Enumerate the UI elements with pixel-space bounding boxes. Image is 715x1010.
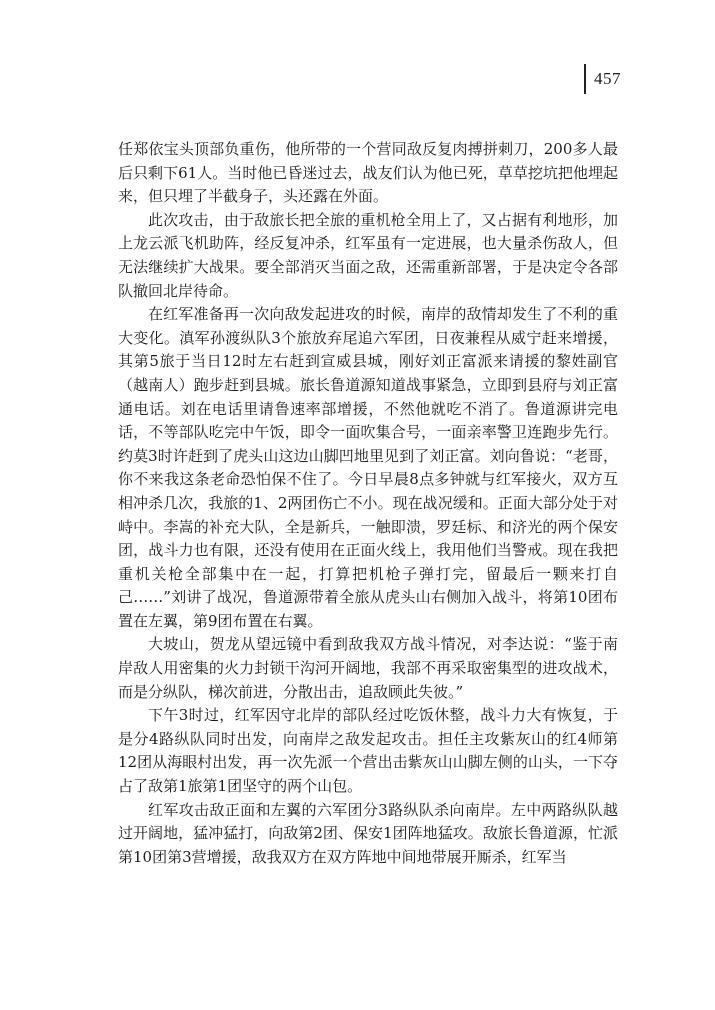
paragraph-6: 红军攻击敌正面和左翼的六军团分3路纵队杀向南岸。左中两路纵队越过开阔地，猛冲猛打，向敌第2团、保安1团阵地猛攻。敌旅长鲁道源，忙派第10团第3营增援，敌我双方在双方阵地中间地带展开厮杀，红军当	[118, 800, 618, 866]
header-divider	[584, 64, 586, 94]
page-number: 457	[594, 69, 621, 88]
paragraph-1: 任郑依宝头顶部负重伤，他所带的一个营同敌反复肉搏拼刺刀，200多人最后只剩下61人。当时他已昏迷过去，战友们认为他已死，草草挖坑把他埋起来，但只埋了半截身子，头还露在外面。	[118, 140, 618, 206]
paragraph-2: 此次攻击，由于敌旅长把全旅的重机枪全用上了，又占据有利地形，加上龙云派飞机助阵，经反复冲杀，红军虽有一定进展，也大量杀伤敌人，但无法继续扩大战果。要全部消灭当面之敌，还需重新部署，于是决定令各部队撤回北岸待命。	[118, 210, 618, 300]
body-text	[118, 138, 618, 869]
page-header	[584, 64, 621, 94]
paragraph-5: 下午3时过，红军因守北岸的部队经过吃饭休整，战斗力大有恢复，于是分4路纵队同时出发，向南岸之敌发起攻击。担任主攻紫灰山的红4师第12团从海眼村出发，再一次先派一个营出击紫灰山山脚左侧的山头，一下夺占了敌第1旅第1团坚守的两个山包。	[118, 706, 618, 796]
paragraph-4: 大坡山，贺龙从望远镜中看到敌我双方战斗情况，对李达说：“鉴于南岸敌人用密集的火力封锁干沟河开阔地，我部不再采取密集型的进攻战术，而是分纵队，梯次前进，分散出击，追敌顾此失彼。”	[118, 635, 618, 701]
paragraph-3: 在红军准备再一次向敌发起进攻的时候，南岸的敌情却发生了不利的重大变化。滇军孙渡纵队3个旅放弃尾追六军团，日夜兼程从威宁赶来增援，其第5旅于当日12时左右赶到宣威县城，刚好刘正富派来请援的黎姓副官（越南人）跑步赶到县城。旅长鲁道源知道战事紧急，立即到县府与刘正富通电话。刘在电话里请鲁速率部增援，不然他就吃不消了。鲁道源讲完电话，不等部队吃完中午饭，即令一面吹集合号，一面亲率警卫连跑步先行。约莫3时许赶到了虎头山这边山脚凹地里见到了刘正富。刘向鲁说：“老哥，你不来我这条老命恐怕保不住了。今日早晨8点多钟就与红军接火，双方互相冲杀几次，我旅的1、2两团伤亡不小。现在战况缓和。正面大部分处于对峙中。李嵩的补充大队，全是新兵，一触即溃，罗廷标、和济光的两个保安团，战斗力也有限，还没有使用在正面火线上，我用他们当警戒。现在我把重机关枪全部集中在一起，打算把机枪子弹打完，留最后一颗来打自己……”刘讲了战况，鲁道源带着全旅从虎头山右侧加入战斗，将第10团布置在左翼，第9团布置在右翼。	[118, 305, 618, 630]
